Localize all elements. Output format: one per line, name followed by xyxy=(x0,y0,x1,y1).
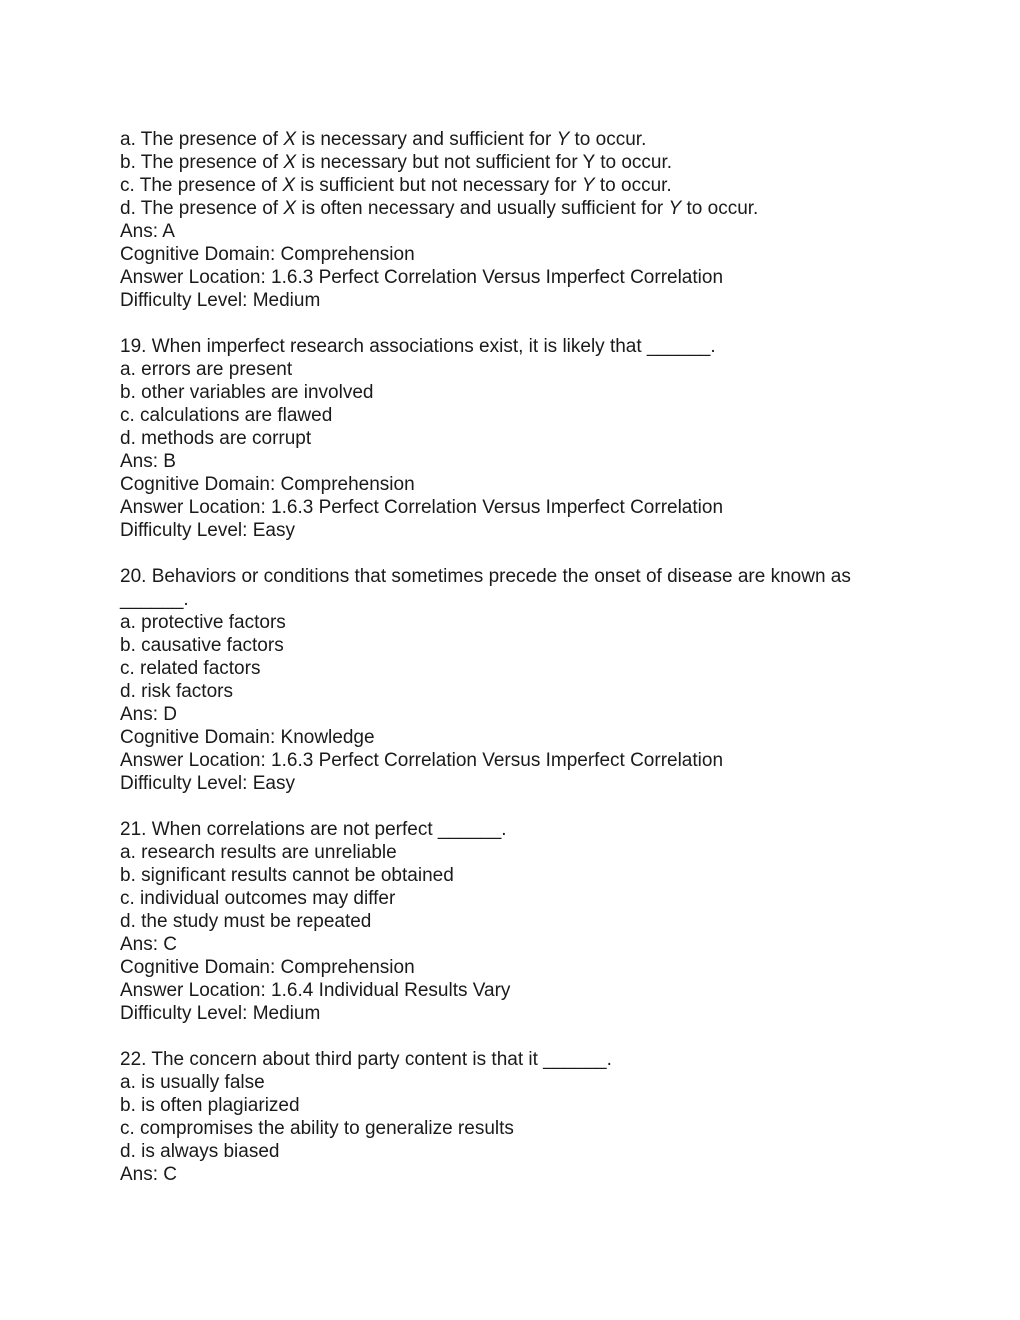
option-b: b. The presence of X is necessary but not sufficient for Y to occur. xyxy=(120,152,673,173)
option-c: c. calculations are flawed xyxy=(120,405,333,426)
question-stem: 22. The concern about third party content is that it ______. xyxy=(120,1049,612,1070)
answer-location: Answer Location: 1.6.3 Perfect Correlation Versus Imperfect Correlation xyxy=(120,750,724,771)
option-a: a. research results are unreliable xyxy=(120,842,397,863)
answer: Ans: B xyxy=(120,451,176,472)
answer: Ans: C xyxy=(120,1164,178,1185)
difficulty-level: Difficulty Level: Easy xyxy=(120,773,295,794)
option-d: d. The presence of X is often necessary and usually sufficient for Y to occur. xyxy=(120,198,759,219)
option-a: a. The presence of X is necessary and sufficient for Y to occur. xyxy=(120,129,647,150)
option-d: d. risk factors xyxy=(120,681,233,702)
option-c: c. related factors xyxy=(120,658,261,679)
option-c: c. The presence of X is sufficient but not necessary for Y to occur. xyxy=(120,175,672,196)
answer-location: Answer Location: 1.6.3 Perfect Correlation Versus Imperfect Correlation xyxy=(120,497,724,518)
option-a: a. is usually false xyxy=(120,1072,265,1093)
question-block-22 xyxy=(120,1048,910,1186)
difficulty-level: Difficulty Level: Easy xyxy=(120,520,295,541)
cognitive-domain: Cognitive Domain: Knowledge xyxy=(120,727,375,748)
option-c: c. individual outcomes may differ xyxy=(120,888,396,909)
option-a: a. protective factors xyxy=(120,612,286,633)
document-page xyxy=(120,128,910,1186)
answer-location: Answer Location: 1.6.4 Individual Results Vary xyxy=(120,980,511,1001)
question-block-21 xyxy=(120,818,910,1025)
option-d: d. is always biased xyxy=(120,1141,280,1162)
answer: Ans: C xyxy=(120,934,178,955)
question-stem: 19. When imperfect research associations exist, it is likely that ______. xyxy=(120,336,716,357)
option-b: b. is often plagiarized xyxy=(120,1095,300,1116)
cognitive-domain: Cognitive Domain: Comprehension xyxy=(120,474,415,495)
option-c: c. compromises the ability to generalize results xyxy=(120,1118,514,1139)
option-b: b. causative factors xyxy=(120,635,284,656)
question-block-20 xyxy=(120,565,910,795)
question-stem: 21. When correlations are not perfect ______. xyxy=(120,819,507,840)
answer: Ans: A xyxy=(120,221,175,242)
option-b: b. other variables are involved xyxy=(120,382,374,403)
question-block-19 xyxy=(120,335,910,542)
difficulty-level: Difficulty Level: Medium xyxy=(120,290,321,311)
difficulty-level: Difficulty Level: Medium xyxy=(120,1003,321,1024)
answer: Ans: D xyxy=(120,704,178,725)
option-d: d. methods are corrupt xyxy=(120,428,312,449)
cognitive-domain: Cognitive Domain: Comprehension xyxy=(120,244,415,265)
option-b: b. significant results cannot be obtained xyxy=(120,865,454,886)
question-block-18 xyxy=(120,128,910,312)
option-a: a. errors are present xyxy=(120,359,293,380)
cognitive-domain: Cognitive Domain: Comprehension xyxy=(120,957,415,978)
option-d: d. the study must be repeated xyxy=(120,911,372,932)
answer-location: Answer Location: 1.6.3 Perfect Correlation Versus Imperfect Correlation xyxy=(120,267,724,288)
question-stem: 20. Behaviors or conditions that sometimes precede the onset of disease are known as ______. xyxy=(120,566,851,610)
